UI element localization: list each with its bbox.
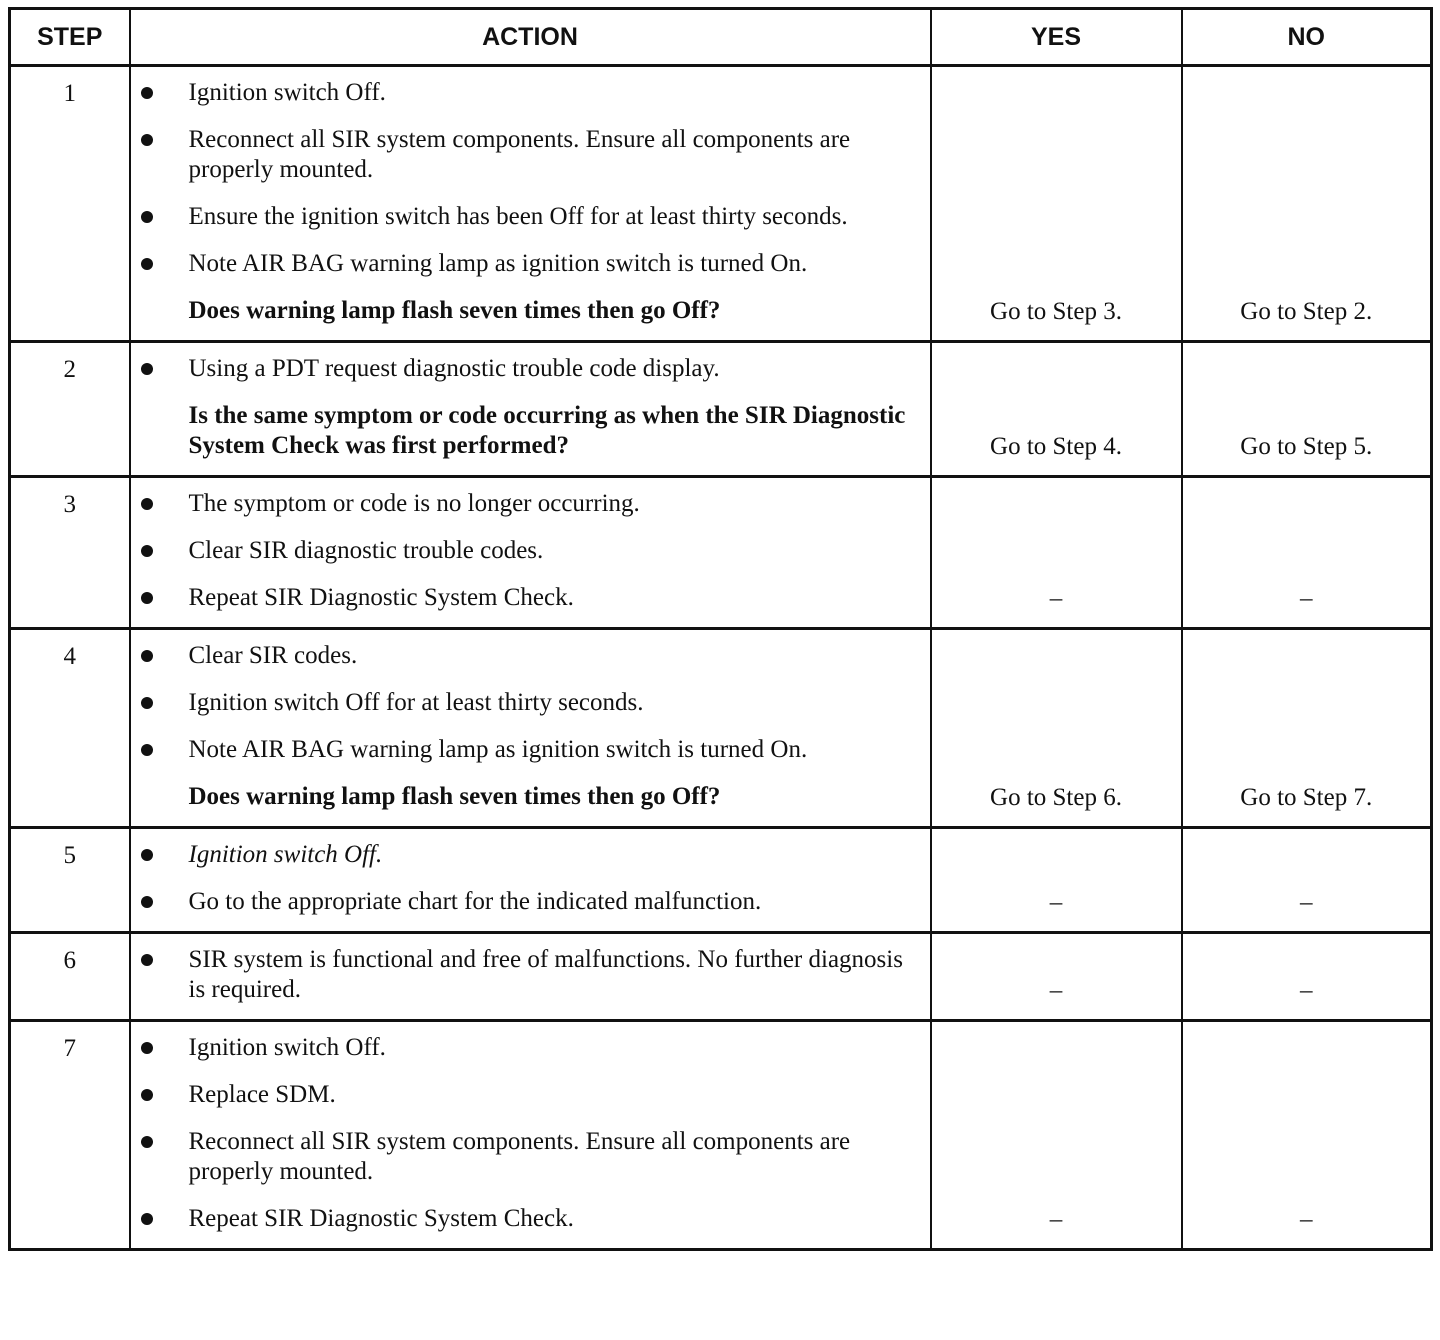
bullet-icon: [141, 1089, 153, 1101]
bullet-icon: [141, 258, 153, 270]
step-number: 1: [10, 66, 130, 342]
header-row: [10, 9, 1432, 66]
bullet-text: Reconnect all SIR system components. Ensure all components are properly mounted.: [188, 126, 851, 183]
step-number: 5: [10, 828, 130, 933]
bullet-text: Ignition switch Off for at least thirty seconds.: [188, 689, 644, 716]
step-number: 3: [10, 477, 130, 629]
bullet-text: Go to the appropriate chart for the indicated malfunction.: [188, 888, 762, 915]
action-cell: [130, 629, 931, 828]
question-text: Is the same symptom or code occurring as when the SIR Diagnostic System Check was first performed?: [188, 402, 906, 459]
bullet-icon: [141, 498, 153, 510]
step-number: 4: [10, 629, 130, 828]
bullet-text: Using a PDT request diagnostic trouble code display.: [188, 355, 720, 382]
bullet-item: [131, 536, 930, 566]
diagnostic-table: [8, 7, 1433, 1251]
bullet-item: [131, 735, 930, 765]
table-row: [10, 1021, 1432, 1250]
bullet-icon: [141, 896, 153, 908]
bullet-icon: [141, 545, 153, 557]
bullet-icon: [141, 697, 153, 709]
no-result: Go to Step 7.: [1182, 629, 1432, 828]
bullet-item: [131, 1204, 930, 1234]
table-row: [10, 477, 1432, 629]
bullet-item: [131, 887, 930, 917]
table-row: [10, 342, 1432, 477]
bullet-icon: [141, 87, 153, 99]
action-cell: [130, 828, 931, 933]
bullet-item: [131, 249, 930, 279]
bullet-text: Note AIR BAG warning lamp as ignition switch is turned On.: [188, 250, 808, 277]
bullet-text: Ensure the ignition switch has been Off for at least thirty seconds.: [188, 203, 848, 230]
yes-result: –: [931, 828, 1182, 933]
question-text: Does warning lamp flash seven times then go Off?: [188, 783, 721, 810]
bullet-text: SIR system is functional and free of malfunctions. No further diagnosis is required.: [188, 946, 903, 1003]
no-result: –: [1182, 1021, 1432, 1250]
bullet-text: Ignition switch Off.: [188, 841, 383, 868]
no-result: –: [1182, 828, 1432, 933]
action-cell: [130, 342, 931, 477]
no-result: –: [1182, 477, 1432, 629]
step-number: 6: [10, 933, 130, 1021]
bullet-icon: [141, 954, 153, 966]
bullet-icon: [141, 650, 153, 662]
bullet-item: [131, 1127, 930, 1187]
no-result: –: [1182, 933, 1432, 1021]
bullet-text: Reconnect all SIR system components. Ensure all components are properly mounted.: [188, 1128, 851, 1185]
bullet-text: Ignition switch Off.: [188, 79, 386, 106]
bullet-icon: [141, 211, 153, 223]
bullet-text: Repeat SIR Diagnostic System Check.: [188, 1205, 574, 1232]
bullet-icon: [141, 363, 153, 375]
action-cell: [130, 1021, 931, 1250]
action-cell: [130, 66, 931, 342]
bullet-item: [131, 583, 930, 613]
question-text: Does warning lamp flash seven times then go Off?: [188, 297, 721, 324]
yes-result: Go to Step 6.: [931, 629, 1182, 828]
header-no: NO: [1182, 9, 1432, 66]
action-cell: [130, 477, 931, 629]
bullet-icon: [141, 849, 153, 861]
bullet-item: [131, 354, 930, 384]
header-step: STEP: [10, 9, 130, 66]
header-action: ACTION: [130, 9, 931, 66]
bullet-item: [131, 202, 930, 232]
bullet-icon: [141, 744, 153, 756]
bullet-item: [131, 489, 930, 519]
yes-result: –: [931, 1021, 1182, 1250]
table-row: [10, 66, 1432, 342]
bullet-item: [131, 688, 930, 718]
table-row: [10, 629, 1432, 828]
bullet-text: Clear SIR codes.: [188, 642, 358, 669]
action-cell: [130, 933, 931, 1021]
yes-result: –: [931, 933, 1182, 1021]
bullet-item: [131, 1033, 930, 1063]
bullet-item: [131, 945, 930, 1005]
bullet-icon: [141, 134, 153, 146]
bullet-icon: [141, 592, 153, 604]
no-result: Go to Step 2.: [1182, 66, 1432, 342]
bullet-item: [131, 125, 930, 185]
bullet-text: Note AIR BAG warning lamp as ignition switch is turned On.: [188, 736, 808, 763]
table-row: [10, 933, 1432, 1021]
bullet-item: [131, 840, 930, 870]
step-number: 7: [10, 1021, 130, 1250]
bullet-text: Replace SDM.: [188, 1081, 336, 1108]
yes-result: Go to Step 4.: [931, 342, 1182, 477]
bullet-icon: [141, 1136, 153, 1148]
bullet-text: Repeat SIR Diagnostic System Check.: [188, 584, 574, 611]
bullet-item: [131, 78, 930, 108]
bullet-icon: [141, 1042, 153, 1054]
yes-result: Go to Step 3.: [931, 66, 1182, 342]
bullet-text: Clear SIR diagnostic trouble codes.: [188, 537, 544, 564]
bullet-text: The symptom or code is no longer occurring.: [188, 490, 640, 517]
table-row: [10, 828, 1432, 933]
bullet-item: [131, 641, 930, 671]
no-result: Go to Step 5.: [1182, 342, 1432, 477]
bullet-icon: [141, 1213, 153, 1225]
bullet-text: Ignition switch Off.: [188, 1034, 386, 1061]
yes-result: –: [931, 477, 1182, 629]
step-number: 2: [10, 342, 130, 477]
header-yes: YES: [931, 9, 1182, 66]
bullet-item: [131, 1080, 930, 1110]
